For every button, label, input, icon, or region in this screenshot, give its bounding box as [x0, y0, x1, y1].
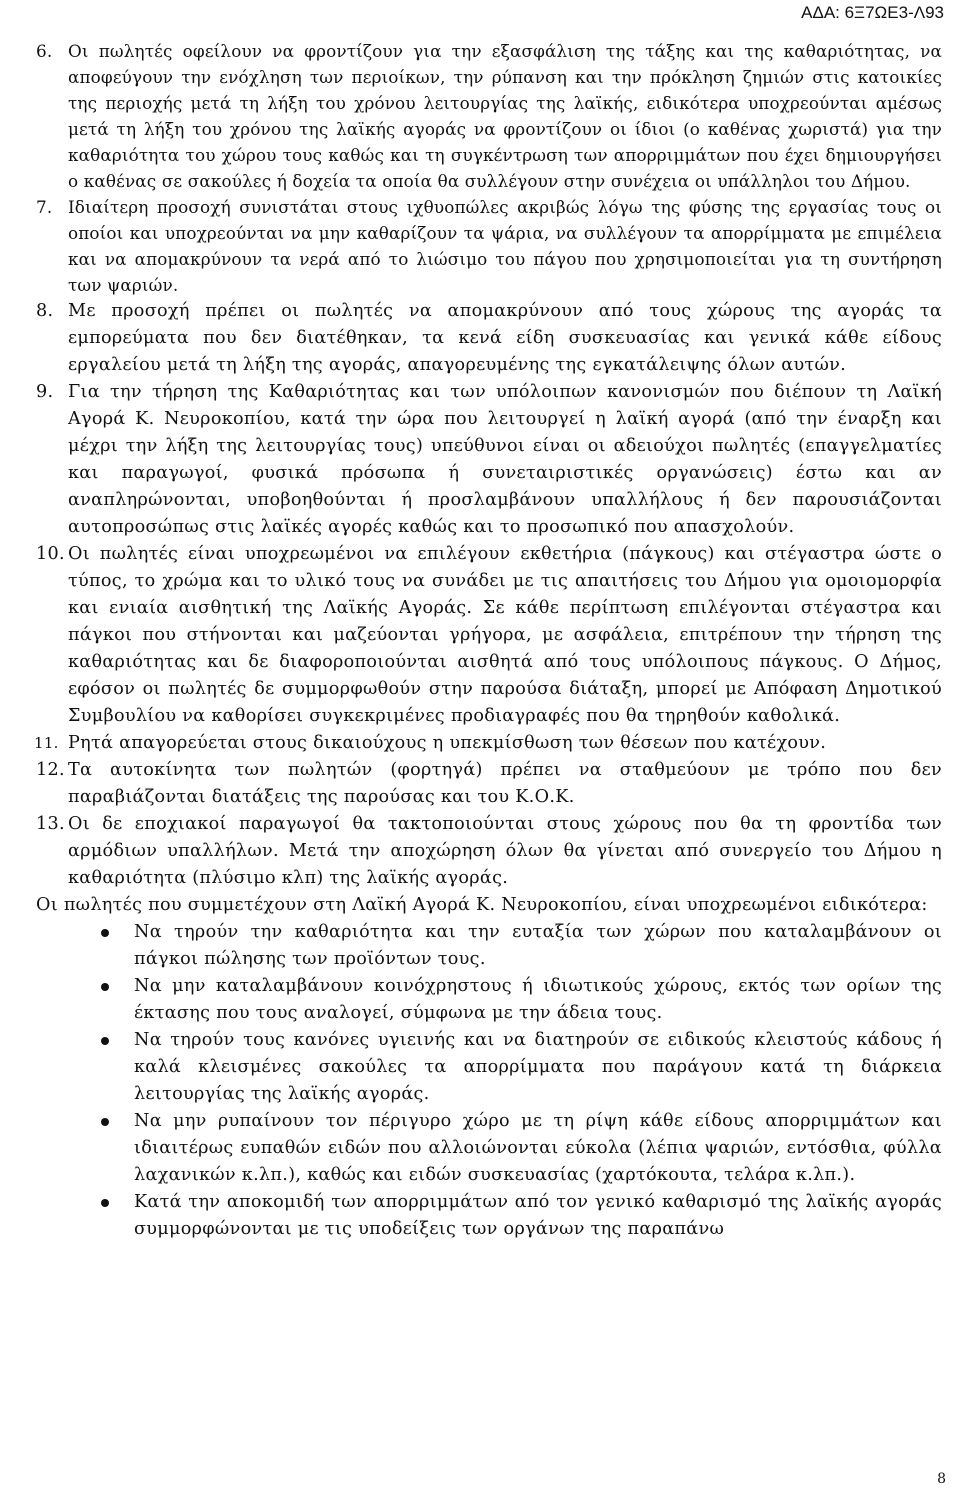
bullet-item	[0, 1108, 960, 1189]
list-item-10	[0, 541, 960, 730]
item-text: Τα αυτοκίνητα των πωλητών (φορτηγά) πρέπει να σταθμεύουν με τρόπο που δεν παραβιάζονται διατάξεις της παρούσας και του Κ.Ο.Κ.	[68, 760, 942, 807]
list-item-7	[0, 194, 960, 298]
bullet-item	[0, 1027, 960, 1108]
bullet-text: Να τηρούν την καθαριότητα και την ευταξία των χώρων που καταλαμβάνουν οι πάγκοι πώλησης των προϊόντων τους.	[134, 922, 942, 969]
item-number: 12.	[36, 760, 65, 780]
item-number: 7.	[36, 197, 53, 217]
bullet-text: Κατά την αποκομιδή των απορριμμάτων από τον γενικό καθαρισμό της λαϊκής αγοράς συμμορφώνονται με τις υποδείξεις των οργάνων της παραπάνω	[134, 1192, 942, 1239]
bullet-icon	[101, 1199, 109, 1207]
page-number: 8	[937, 1471, 946, 1487]
item-text: Με προσοχή πρέπει οι πωλητές να απομακρύνουν από τους χώρους της αγοράς τα εμπορεύματα που δεν διατέθηκαν, τα κενά είδη συσκευασίας και γενικά κάθε είδους εργαλείου μετά τη λήξη της αγοράς, απαγορευμένης της εγκατάλειψης όλων αυτών.	[68, 301, 942, 375]
item-text: Για την τήρηση της Καθαριότητας και των υπόλοιπων κανονισμών που διέπουν τη Λαϊκή Αγορά Κ. Νευροκοπίου, κατά την ώρα που λειτουργεί η λαϊκή αγορά (από την έναρξη και μέχρι την λήξη της λειτουργίας τους) υπεύθυνοι είναι οι αδειούχοι πωλητές (επαγγελματίες και παραγωγοί, φυσικά πρόσωπα ή συνεταιριστικές οργανώσεις) έστω και αν αναπληρώνονται, υποβοηθούνται ή προσλαμβάνουν υπαλλήλους ή δεν παρουσιάζονται αυτοπροσώπως στις λαϊκές αγορές καθώς και το προσωπικό που απασχολούν.	[68, 382, 942, 537]
item-number: 9.	[36, 382, 54, 402]
bullet-icon	[101, 983, 109, 991]
bullet-text: Να τηρούν τους κανόνες υγιεινής και να διατηρούν σε ειδικούς κλειστούς κάδους ή καλά κλεισμένες σακούλες τα απορρίμματα που παράγουν κατά τη διάρκεια λειτουργίας της λαϊκής αγοράς.	[134, 1030, 942, 1104]
item-number: 11.	[34, 734, 59, 752]
bullet-item	[0, 1189, 960, 1243]
list-item-9	[0, 379, 960, 541]
bullet-icon	[101, 1118, 109, 1126]
bullet-icon	[101, 929, 109, 937]
item-text: Ιδιαίτερη προσοχή συνιστάται στους ιχθυοπώλες ακριβώς λόγω της φύσης της εργασίας τους οι οποίοι και υποχρεούνται να μην καθαρίζουν τα ψάρια, να συλλέγουν τα απορρίμματα με επιμέλεια και να απομακρύνουν τα νερά από το λιώσιμο του πάγου που χρησιμοποιείται για τη συντήρηση των ψαριών.	[68, 197, 942, 295]
document-body	[0, 38, 960, 1243]
item-number: 13.	[36, 814, 65, 834]
list-item-11	[0, 730, 960, 757]
item-text: Οι πωλητές οφείλουν να φροντίζουν για την εξασφάλιση της τάξης και της καθαριότητας, να αποφεύγουν την ενόχληση των περιοίκων, την ρύπανση και την πρόκληση ζημιών στις κατοικίες της περιοχής μετά τη λήξη του χρόνου λειτουργίας της λαϊκής, ειδικότερα υποχρεούνται αμέσως μετά τη λήξη του χρόνου της λαϊκής αγοράς να φροντίζουν οι ίδιοι (ο καθένας χωριστά) για την καθαριότητα του χώρου τους καθώς και τη συγκέντρωση των απορριμμάτων που έχει δημιουργήσει ο καθένας σε σακούλες ή δοχεία τα οποία θα συλλέγουν στην συνέχεια οι υπάλληλοι του Δήμου.	[68, 41, 942, 191]
ada-code: ΑΔΑ: 6Ξ7ΩΕ3-Λ93	[801, 3, 944, 22]
bullet-item	[0, 919, 960, 973]
item-number: 8.	[36, 301, 54, 321]
bullet-list	[0, 919, 960, 1243]
list-item-8	[0, 298, 960, 379]
list-item-12	[0, 757, 960, 811]
bullet-text: Να μην καταλαμβάνουν κοινόχρηστους ή ιδιωτικούς χώρους, εκτός των ορίων της έκτασης που τους αναλογεί, σύμφωνα με την άδεια τους.	[134, 976, 942, 1023]
list-item-6	[0, 38, 960, 194]
item-number: 6.	[36, 41, 53, 61]
item-text: Οι δε εποχιακοί παραγωγοί θα τακτοποιούνται στους χώρους που θα τη φροντίδα των αρμόδιων υπαλλήλων. Μετά την αποχώρηση όλων θα γίνεται από συνεργείο του Δήμου η καθαριότητα (πλύσιμο κλπ) της λαϊκής αγοράς.	[68, 814, 942, 888]
bullet-item	[0, 973, 960, 1027]
intro-paragraph: Οι πωλητές που συμμετέχουν στη Λαϊκή Αγορά Κ. Νευροκοπίου, είναι υποχρεωμένοι ειδικότερα:	[36, 895, 928, 915]
item-number: 10.	[36, 544, 65, 564]
list-item-13	[0, 811, 960, 892]
item-text: Ρητά απαγορεύεται στους δικαιούχους η υπεκμίσθωση των θέσεων που κατέχουν.	[68, 733, 827, 753]
bullet-text: Να μην ρυπαίνουν τον πέριγυρο χώρο με τη ρίψη κάθε είδους απορριμμάτων και ιδιαιτέρως ευπαθών ειδών που αλλοιώνονται εύκολα (λέπια ψαριών, εντόσθια, φύλλα λαχανικών κ.λπ.), καθώς και ειδών συσκευασίας (χαρτόκουτα, τελάρα κ.λπ.).	[134, 1111, 942, 1185]
item-text: Οι πωλητές είναι υποχρεωμένοι να επιλέγουν εκθετήρια (πάγκους) και στέγαστρα ώστε ο τύπος, το χρώμα και το υλικό τους να συνάδει με τις απαιτήσεις του Δήμου για ομοιομορφία και ενιαία αισθητική της Λαϊκής Αγοράς. Σε κάθε περίπτωση επιλέγονται στέγαστρα και πάγκοι που στήνονται και μαζεύονται γρήγορα, με ασφάλεια, επιτρέπουν την τήρηση της καθαριότητας και δε διαφοροποιούνται αισθητά από τους υπόλοιπους πάγκους. Ο Δήμος, εφόσον οι πωλητές δε συμμορφωθούν στην παρούσα διάταξη, μπορεί με Απόφαση Δημοτικού Συμβουλίου να καθορίσει συγκεκριμένες προδιαγραφές που θα τηρηθούν καθολικά.	[68, 544, 942, 726]
bullet-icon	[101, 1037, 109, 1045]
